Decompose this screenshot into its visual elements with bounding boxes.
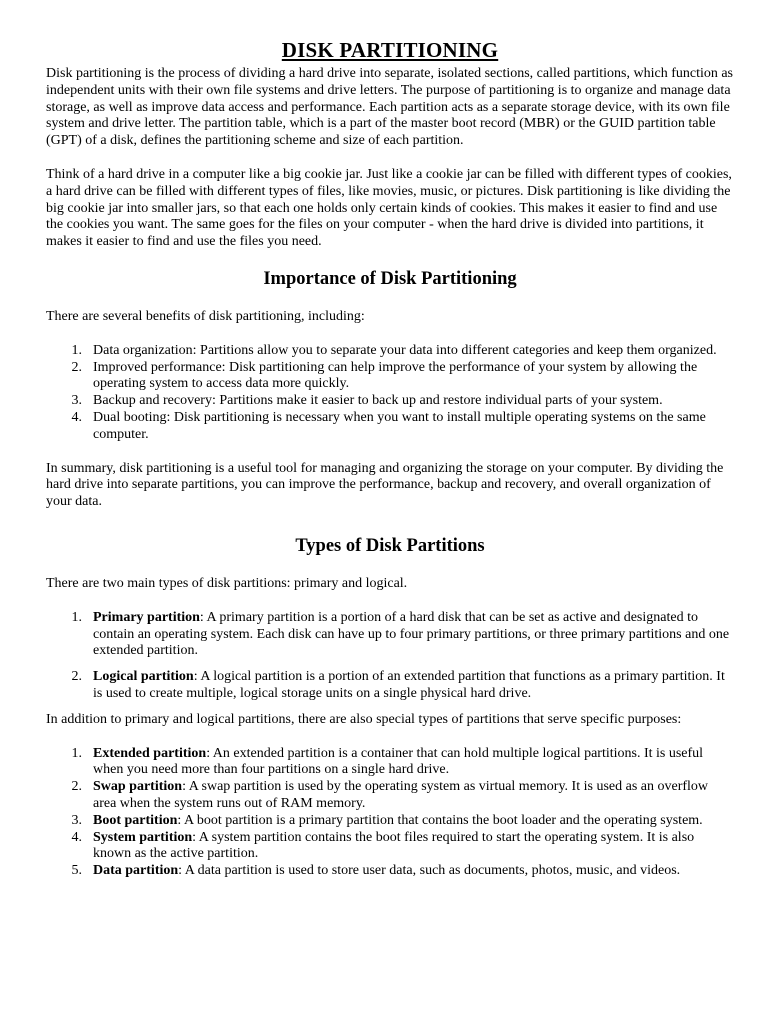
list-number: 2. — [71, 669, 82, 685]
list-number: 2. — [71, 359, 82, 375]
list-item-term: Swap partition — [93, 779, 183, 795]
list-number: 2. — [71, 779, 82, 795]
summary-paragraph: In summary, disk partitioning is a useful tool for managing and organizing the storage on your computer. By dividing the hard drive into separate partitions, you can improve the performance, backup and recovery, and overall organization of your data. — [46, 460, 724, 510]
list-item-text: : A logical partition is a portion of an extended partition that functions as a primary partition. It is used to create multiple, logical storage units on a single physical hard drive. — [93, 669, 725, 701]
list-number: 4. — [71, 829, 82, 845]
list-item — [46, 779, 734, 813]
list-item-term: Boot partition — [93, 812, 178, 828]
list-item — [46, 813, 734, 830]
benefits-list — [46, 343, 734, 444]
list-item — [46, 863, 734, 880]
list-item — [46, 610, 734, 660]
list-item — [46, 393, 734, 410]
list-item — [46, 410, 734, 444]
list-item — [46, 669, 734, 703]
special-types-list — [46, 746, 734, 880]
list-item-term: Data partition — [93, 863, 179, 879]
document-title: DISK PARTITIONING — [281, 38, 499, 62]
list-item — [46, 746, 734, 780]
types-lead: There are two main types of disk partitions: primary and logical. — [46, 575, 408, 591]
list-item-text: Improved performance: Disk partitioning can help improve the performance of your system by allowing the operating system to access data more quickly. — [93, 359, 698, 392]
list-item — [46, 830, 734, 864]
list-item-text: Backup and recovery: Partitions make it easier to back up and restore individual parts of your system. — [93, 393, 663, 409]
list-number: 3. — [71, 393, 82, 409]
list-number: 3. — [71, 812, 82, 828]
importance-lead: There are several benefits of disk partitioning, including: — [46, 308, 365, 324]
list-item-term: Logical partition — [93, 669, 194, 685]
list-item-text: Dual booting: Disk partitioning is necessary when you want to install multiple operating systems on the same computer. — [93, 409, 706, 442]
list-number: 1. — [71, 745, 82, 761]
list-item-text: Data organization: Partitions allow you to separate your data into different categories and keep them organized. — [93, 342, 717, 358]
list-number: 1. — [71, 609, 82, 625]
addition-paragraph: In addition to primary and logical partitions, there are also special types of partitions that serve specific purposes: — [46, 711, 682, 727]
list-item-term: Primary partition — [93, 609, 200, 625]
list-number: 5. — [71, 863, 82, 879]
list-item-text: : A data partition is used to store user data, such as documents, photos, music, and videos. — [178, 863, 681, 879]
list-item-text: : A swap partition is used by the operating system as virtual memory. It is used as an overflow area when the system runs out of RAM memory. — [93, 779, 709, 811]
types-heading: Types of Disk Partitions — [295, 535, 485, 556]
list-item-text: : A system partition contains the boot files required to start the operating system. It is also known as the active partition. — [93, 829, 695, 862]
analogy-paragraph: Think of a hard drive in a computer like a big cookie jar. Just like a cookie jar can be filled with different types of cookies, a hard drive can be filled with different types of files, like movies, music, or pictures. Disk partitioning is like dividing the big cookie jar into smaller jars, so that each one holds only certain kinds of cookies. This makes it easier to find and use the cookies you want. The same goes for the files on your computer - when the hard drive is divided into partitions, it makes it easier to find and use the files you need. — [46, 166, 732, 250]
list-item-term: Extended partition — [93, 745, 207, 761]
list-item-text: : A boot partition is a primary partition that contains the boot loader and the operating system. — [177, 812, 703, 828]
list-number: 4. — [71, 409, 82, 425]
list-item-text: : An extended partition is a container that can hold multiple logical partitions. It is useful when you need more than four partitions on a single hard drive. — [93, 745, 704, 778]
importance-heading: Importance of Disk Partitioning — [263, 268, 517, 289]
list-number: 1. — [71, 342, 82, 358]
list-item — [46, 360, 734, 394]
list-item-text: : A primary partition is a portion of a hard disk that can be set as active and designated to contain an operating system. Each disk can have up to four primary partitions, or three primary partitions and one extended partition. — [93, 609, 730, 659]
list-item-term: System partition — [93, 829, 193, 845]
list-item — [46, 343, 734, 360]
intro-paragraph: Disk partitioning is the process of dividing a hard drive into separate, isolated sections, called partitions, which function as independent units with their own file systems and drive letters. The purpose of partitioning is to organize and manage data storage, as well as improve data access and performance. Each partition acts as a separate storage device, with its own file system and drive letter. The partition table, which is a part of the master boot record (MBR) or the GUID partition table (GPT) of a disk, defines the partitioning scheme and size of each partition. — [46, 66, 734, 149]
main-types-list — [46, 610, 734, 703]
